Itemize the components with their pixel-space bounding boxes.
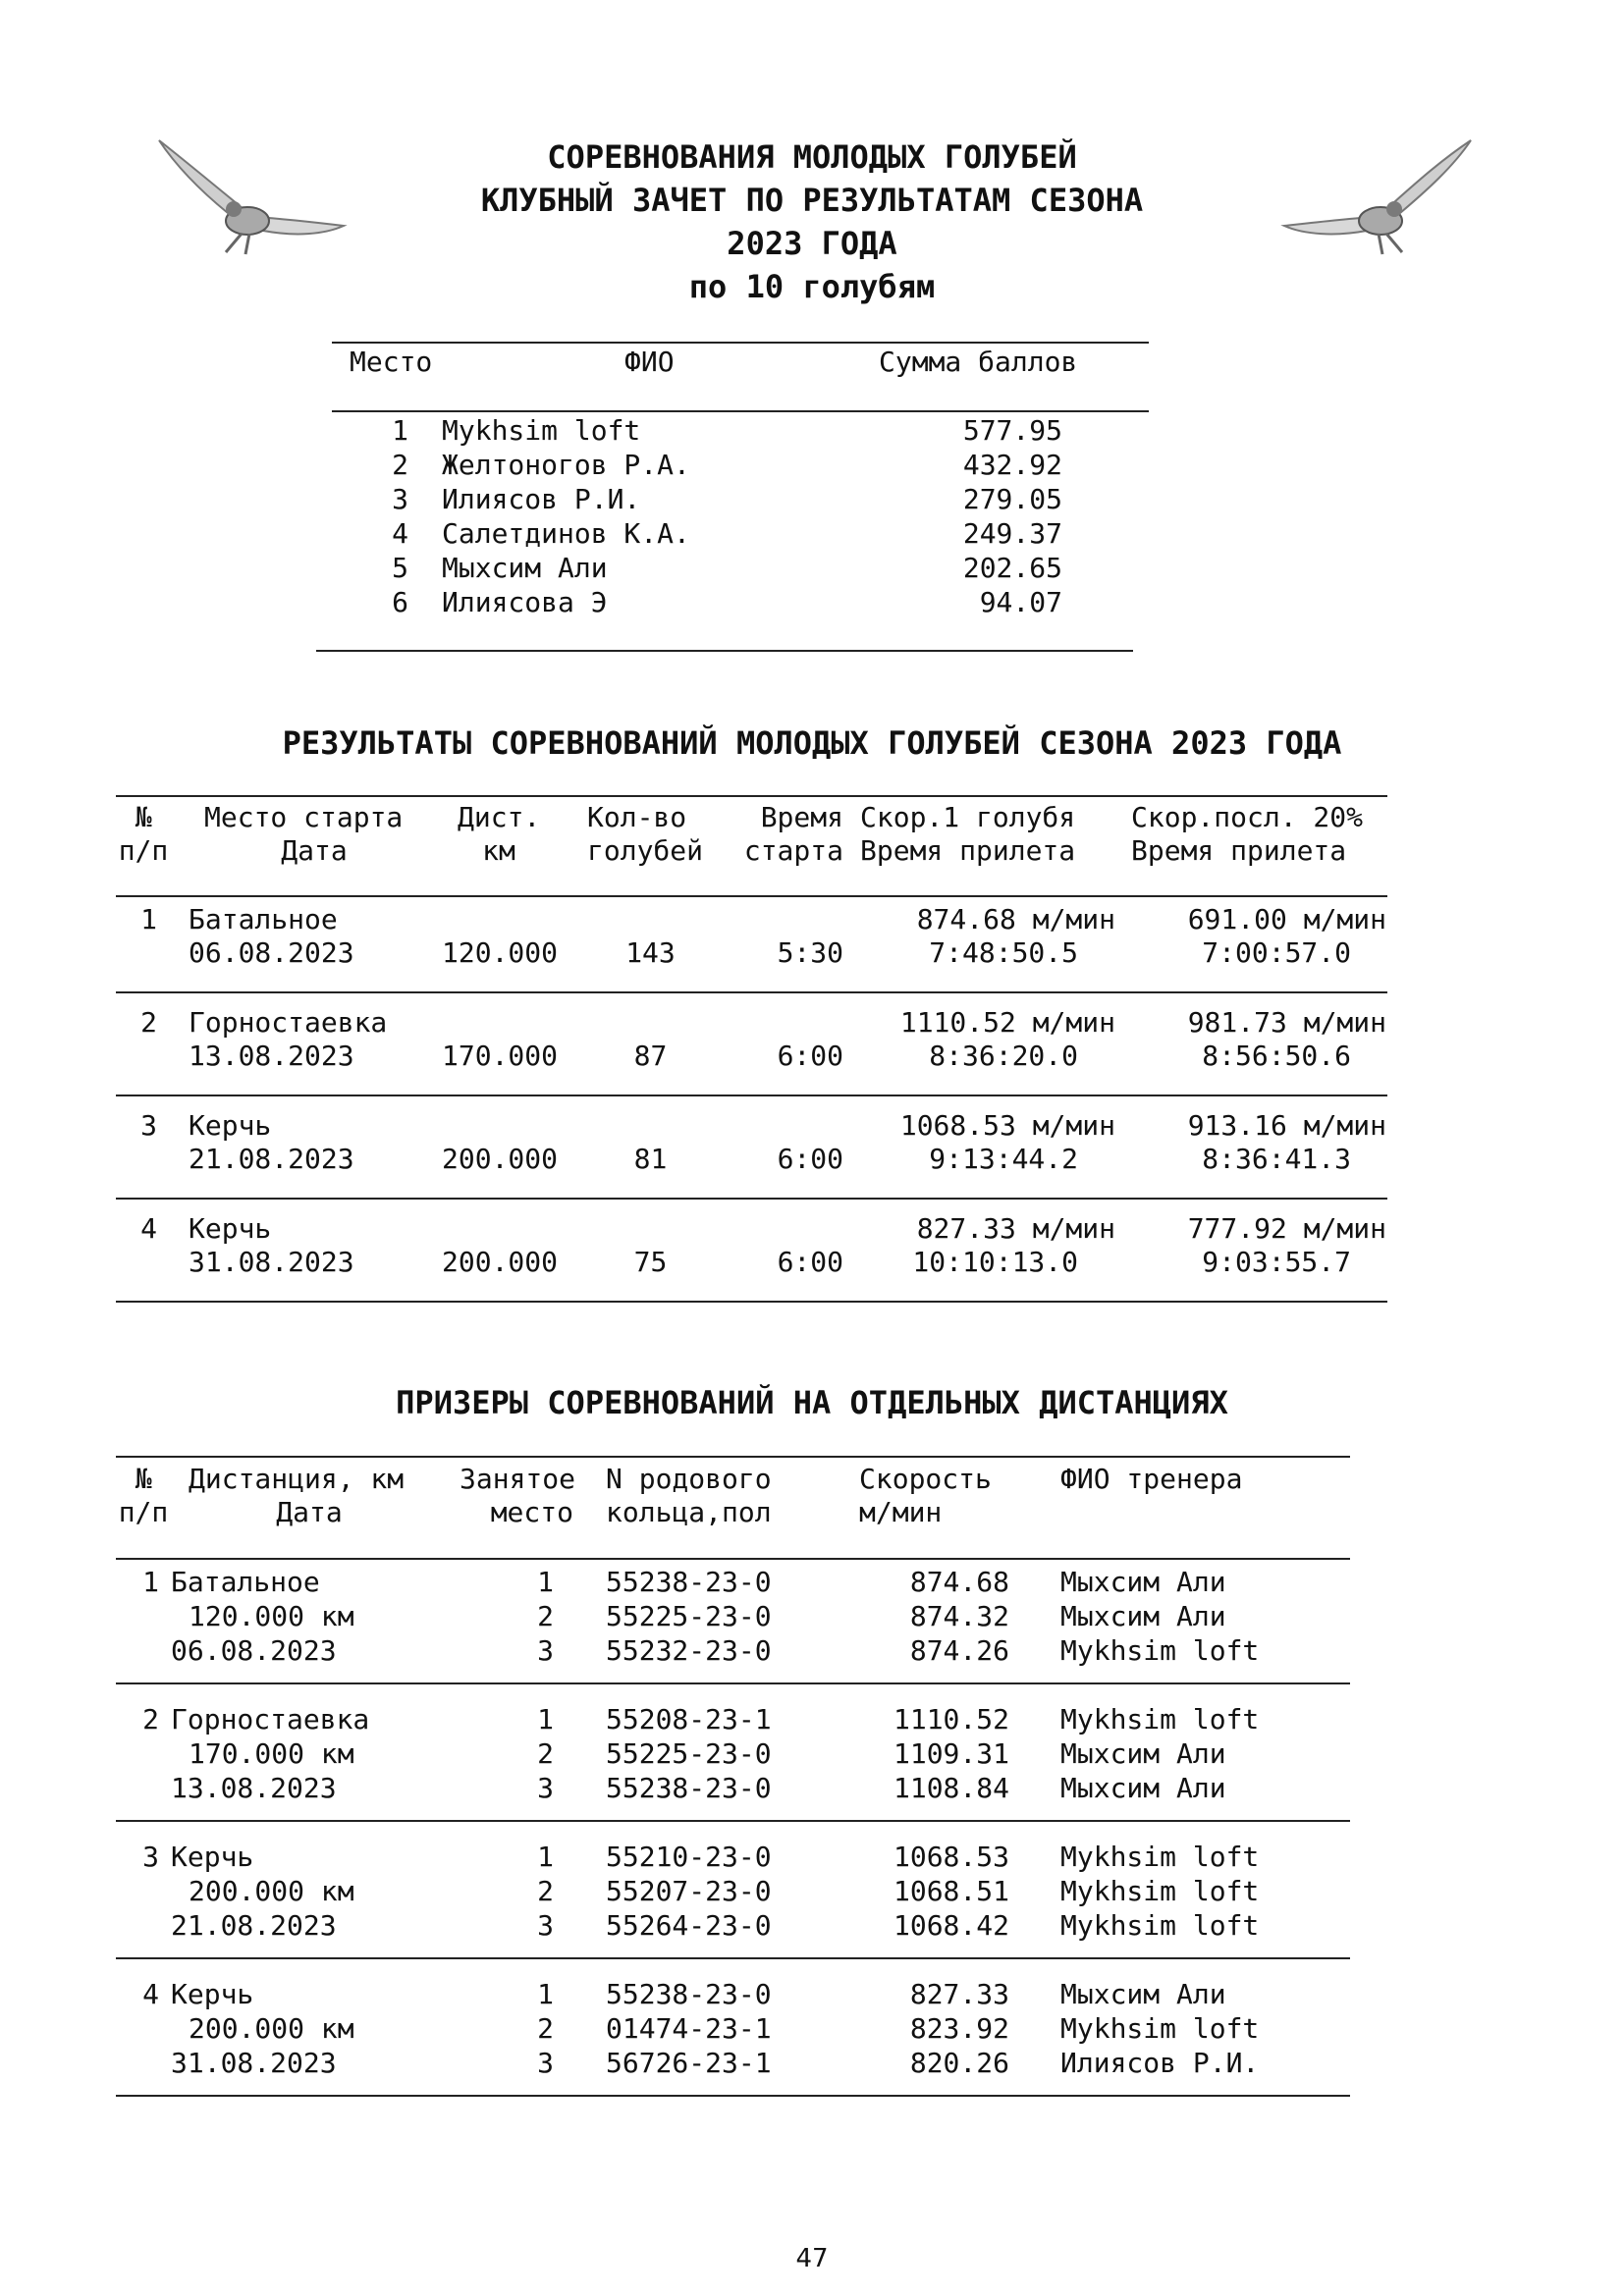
results-row-first-speed: 827.33 м/мин bbox=[916, 1212, 1115, 1245]
results-row-place: Батальное bbox=[189, 903, 338, 935]
prizes-group-station: Керчь bbox=[171, 1978, 254, 2010]
results-row-date: 21.08.2023 bbox=[189, 1143, 354, 1175]
prizes-rule-top bbox=[116, 1456, 1350, 1458]
results-row-place: Керчь bbox=[189, 1109, 272, 1142]
prizes-entry-speed: 820.26 bbox=[909, 2047, 1009, 2079]
results-header-dist: Дист. bbox=[458, 801, 541, 833]
prizes-entry-ring: 55264-23-0 bbox=[606, 1909, 772, 1942]
prizes-entry-ring: 55207-23-0 bbox=[606, 1875, 772, 1907]
prizes-group-date: 21.08.2023 bbox=[171, 1909, 337, 1942]
prizes-header-dist: Дистанция, км bbox=[189, 1463, 405, 1495]
club-table-rule-header bbox=[332, 410, 1149, 412]
club-row-place: 3 bbox=[392, 483, 408, 515]
prizes-entry-place: 3 bbox=[537, 2047, 554, 2079]
prizes-entry-speed: 1110.52 bbox=[893, 1703, 1009, 1735]
results-row-start: 6:00 bbox=[777, 1040, 843, 1072]
results-row-last-speed: 777.92 м/мин bbox=[1187, 1212, 1386, 1245]
results-header-first: Время прилета bbox=[860, 834, 1076, 867]
results-row-count: 81 bbox=[633, 1143, 668, 1175]
results-row-dist: 200.000 bbox=[442, 1143, 559, 1175]
page-number: 47 bbox=[795, 2244, 829, 2273]
club-row-name: Мыхсим Али bbox=[442, 552, 608, 584]
prizes-entry-ring: 56726-23-1 bbox=[606, 2047, 772, 2079]
results-row-num: 3 bbox=[140, 1109, 157, 1142]
results-row-start: 6:00 bbox=[777, 1143, 843, 1175]
results-row-place: Горностаевка bbox=[189, 1006, 388, 1039]
prizes-group-num: 3 bbox=[142, 1841, 159, 1873]
header-title-line-1: СОРЕВНОВАНИЯ МОЛОДЫХ ГОЛУБЕЙ bbox=[547, 138, 1077, 176]
club-table-rule-bottom bbox=[316, 650, 1133, 652]
prizes-entry-ring: 55238-23-0 bbox=[606, 1566, 772, 1598]
results-row-first-speed: 1068.53 м/мин bbox=[899, 1109, 1115, 1142]
club-header-place: Место bbox=[350, 346, 433, 378]
prizes-entry-speed: 1108.84 bbox=[893, 1772, 1009, 1804]
club-row-score: 279.05 bbox=[962, 483, 1062, 515]
prizes-group-station: Горностаевка bbox=[171, 1703, 370, 1735]
prizes-entry-place: 3 bbox=[537, 1634, 554, 1667]
results-row-start: 6:00 bbox=[777, 1246, 843, 1278]
prizes-entry-trainer: Mykhsim loft bbox=[1060, 2012, 1260, 2045]
results-row-dist: 120.000 bbox=[442, 936, 559, 969]
prizes-title: ПРИЗЕРЫ СОРЕВНОВАНИЙ НА ОТДЕЛЬНЫХ ДИСТАНЦИЯХ bbox=[396, 1384, 1228, 1421]
results-row-separator bbox=[116, 1198, 1387, 1200]
results-row-separator bbox=[116, 1301, 1387, 1303]
results-rule-header bbox=[116, 895, 1387, 897]
results-row-first-time: 9:13:44.2 bbox=[929, 1143, 1078, 1175]
club-row-name: Илиясов Р.И. bbox=[442, 483, 641, 515]
results-header-start: Дата bbox=[281, 834, 348, 867]
prizes-entry-trainer: Mykhsim loft bbox=[1060, 1841, 1260, 1873]
results-header-count: голубей bbox=[587, 834, 704, 867]
results-header-last: Время прилета bbox=[1131, 834, 1347, 867]
results-rule-top bbox=[116, 795, 1387, 797]
prizes-header-speed: Скорость bbox=[859, 1463, 992, 1495]
results-row-count: 87 bbox=[633, 1040, 668, 1072]
prizes-entry-ring: 55208-23-1 bbox=[606, 1703, 772, 1735]
results-row-last-speed: 981.73 м/мин bbox=[1187, 1006, 1386, 1039]
prizes-entry-place: 1 bbox=[537, 1566, 554, 1598]
prizes-header-num: № bbox=[135, 1463, 152, 1495]
results-row-first-speed: 1110.52 м/мин bbox=[899, 1006, 1115, 1039]
prizes-entry-speed: 1109.31 bbox=[893, 1737, 1009, 1770]
club-row-score: 249.37 bbox=[962, 517, 1062, 550]
prizes-group-distance: 200.000 км bbox=[189, 2012, 354, 2045]
prizes-entry-trainer: Mykhsim loft bbox=[1060, 1703, 1260, 1735]
results-row-last-time: 8:36:41.3 bbox=[1202, 1143, 1351, 1175]
results-row-last-time: 8:56:50.6 bbox=[1202, 1040, 1351, 1072]
prizes-header-place: место bbox=[490, 1496, 573, 1528]
prizes-entry-speed: 874.68 bbox=[909, 1566, 1009, 1598]
prizes-group-separator bbox=[116, 1820, 1350, 1822]
prizes-header-num: п/п bbox=[118, 1496, 169, 1528]
prizes-entry-place: 3 bbox=[537, 1772, 554, 1804]
prizes-entry-place: 2 bbox=[537, 1737, 554, 1770]
club-row-place: 4 bbox=[392, 517, 408, 550]
prizes-header-ring: N родового bbox=[606, 1463, 772, 1495]
results-row-date: 31.08.2023 bbox=[189, 1246, 354, 1278]
results-header-num: № bbox=[135, 801, 152, 833]
club-row-place: 1 bbox=[392, 414, 408, 447]
prizes-entry-place: 1 bbox=[537, 1841, 554, 1873]
header-title-line-4: по 10 голубям bbox=[688, 268, 936, 305]
club-header-score: Сумма баллов bbox=[879, 346, 1078, 378]
club-row-place: 2 bbox=[392, 449, 408, 481]
club-row-name: Илиясова Э bbox=[442, 586, 608, 618]
prizes-header-speed: м/мин bbox=[859, 1496, 943, 1528]
results-row-count: 75 bbox=[633, 1246, 668, 1278]
prizes-header-trainer: ФИО тренера bbox=[1060, 1463, 1243, 1495]
results-row-date: 13.08.2023 bbox=[189, 1040, 354, 1072]
results-row-last-speed: 913.16 м/мин bbox=[1187, 1109, 1386, 1142]
club-header-name: ФИО bbox=[624, 346, 675, 378]
prizes-entry-trainer: Мыхсим Али bbox=[1060, 1737, 1226, 1770]
prizes-entry-ring: 55232-23-0 bbox=[606, 1634, 772, 1667]
results-header-num: п/п bbox=[118, 834, 169, 867]
prizes-entry-speed: 1068.53 bbox=[893, 1841, 1009, 1873]
results-row-last-speed: 691.00 м/мин bbox=[1187, 903, 1386, 935]
results-row-separator bbox=[116, 991, 1387, 993]
prizes-entry-speed: 874.26 bbox=[909, 1634, 1009, 1667]
prizes-entry-ring: 55225-23-0 bbox=[606, 1737, 772, 1770]
club-row-name: Желтоногов Р.А. bbox=[442, 449, 690, 481]
results-row-first-time: 10:10:13.0 bbox=[912, 1246, 1078, 1278]
prizes-group-separator bbox=[116, 1957, 1350, 1959]
prizes-entry-speed: 823.92 bbox=[909, 2012, 1009, 2045]
results-row-first-time: 7:48:50.5 bbox=[929, 936, 1078, 969]
prizes-entry-place: 2 bbox=[537, 1875, 554, 1907]
results-row-start: 5:30 bbox=[777, 936, 843, 969]
prizes-group-separator bbox=[116, 2095, 1350, 2097]
prizes-group-num: 1 bbox=[142, 1566, 159, 1598]
prizes-entry-trainer: Mykhsim loft bbox=[1060, 1875, 1260, 1907]
club-row-place: 5 bbox=[392, 552, 408, 584]
prizes-group-station: Керчь bbox=[171, 1841, 254, 1873]
prizes-group-separator bbox=[116, 1682, 1350, 1684]
prizes-group-distance: 170.000 км bbox=[189, 1737, 354, 1770]
prizes-entry-trainer: Mykhsim loft bbox=[1060, 1634, 1260, 1667]
header-title-line-3: 2023 ГОДА bbox=[727, 225, 897, 262]
prizes-entry-ring: 01474-23-1 bbox=[606, 2012, 772, 2045]
results-title: РЕЗУЛЬТАТЫ СОРЕВНОВАНИЙ МОЛОДЫХ ГОЛУБЕЙ СЕЗОНА 2023 ГОДА bbox=[282, 724, 1342, 762]
prizes-entry-trainer: Mykhsim loft bbox=[1060, 1909, 1260, 1942]
prizes-entry-trainer: Мыхсим Али bbox=[1060, 1772, 1226, 1804]
prizes-group-num: 4 bbox=[142, 1978, 159, 2010]
prizes-entry-ring: 55238-23-0 bbox=[606, 1978, 772, 2010]
club-table-rule-top bbox=[332, 342, 1149, 344]
prizes-group-date: 31.08.2023 bbox=[171, 2047, 337, 2079]
prizes-entry-trainer: Мыхсим Али bbox=[1060, 1600, 1226, 1632]
prizes-group-date: 13.08.2023 bbox=[171, 1772, 337, 1804]
prizes-entry-ring: 55225-23-0 bbox=[606, 1600, 772, 1632]
results-row-dist: 200.000 bbox=[442, 1246, 559, 1278]
page-header bbox=[0, 135, 1624, 308]
results-header-time: старта bbox=[743, 834, 843, 867]
prizes-entry-place: 1 bbox=[537, 1978, 554, 2010]
results-row-count: 143 bbox=[625, 936, 676, 969]
prizes-entry-ring: 55238-23-0 bbox=[606, 1772, 772, 1804]
club-row-name: Mykhsim loft bbox=[442, 414, 641, 447]
results-row-num: 4 bbox=[140, 1212, 157, 1245]
prizes-group-station: Батальное bbox=[171, 1566, 320, 1598]
results-header-dist: км bbox=[482, 834, 515, 867]
results-header-first: Скор.1 голубя bbox=[860, 801, 1076, 833]
prizes-header-dist: Дата bbox=[276, 1496, 343, 1528]
club-row-score: 577.95 bbox=[962, 414, 1062, 447]
club-row-name: Салетдинов К.А. bbox=[442, 517, 690, 550]
prizes-entry-ring: 55210-23-0 bbox=[606, 1841, 772, 1873]
club-row-score: 202.65 bbox=[962, 552, 1062, 584]
prizes-rule-header bbox=[116, 1558, 1350, 1560]
results-row-place: Керчь bbox=[189, 1212, 272, 1245]
results-row-last-time: 7:00:57.0 bbox=[1202, 936, 1351, 969]
club-row-place: 6 bbox=[392, 586, 408, 618]
prizes-entry-trainer: Илиясов Р.И. bbox=[1060, 2047, 1260, 2079]
prizes-entry-place: 2 bbox=[537, 1600, 554, 1632]
results-row-date: 06.08.2023 bbox=[189, 936, 354, 969]
prizes-entry-trainer: Мыхсим Али bbox=[1060, 1978, 1226, 2010]
club-row-score: 432.92 bbox=[962, 449, 1062, 481]
prizes-group-distance: 200.000 км bbox=[189, 1875, 354, 1907]
prizes-entry-speed: 874.32 bbox=[909, 1600, 1009, 1632]
results-row-dist: 170.000 bbox=[442, 1040, 559, 1072]
results-row-num: 2 bbox=[140, 1006, 157, 1039]
results-header-last: Скор.посл. 20% bbox=[1131, 801, 1364, 833]
results-row-separator bbox=[116, 1095, 1387, 1096]
prizes-header-place: Занятое bbox=[460, 1463, 576, 1495]
prizes-entry-place: 1 bbox=[537, 1703, 554, 1735]
prizes-entry-speed: 827.33 bbox=[909, 1978, 1009, 2010]
results-row-last-time: 9:03:55.7 bbox=[1202, 1246, 1351, 1278]
results-header-start: Место старта bbox=[204, 801, 404, 833]
prizes-entry-place: 3 bbox=[537, 1909, 554, 1942]
prizes-group-distance: 120.000 км bbox=[189, 1600, 354, 1632]
results-header-time: Время bbox=[760, 801, 843, 833]
results-row-first-speed: 874.68 м/мин bbox=[916, 903, 1115, 935]
prizes-group-date: 06.08.2023 bbox=[171, 1634, 337, 1667]
prizes-entry-speed: 1068.51 bbox=[893, 1875, 1009, 1907]
prizes-entry-trainer: Мыхсим Али bbox=[1060, 1566, 1226, 1598]
results-header-count: Кол-во bbox=[587, 801, 687, 833]
prizes-group-num: 2 bbox=[142, 1703, 159, 1735]
prizes-entry-speed: 1068.42 bbox=[893, 1909, 1009, 1942]
prizes-header-ring: кольца,пол bbox=[606, 1496, 772, 1528]
header-title-line-2: КЛУБНЫЙ ЗАЧЕТ ПО РЕЗУЛЬТАТАМ СЕЗОНА bbox=[480, 182, 1144, 219]
results-row-first-time: 8:36:20.0 bbox=[929, 1040, 1078, 1072]
prizes-entry-place: 2 bbox=[537, 2012, 554, 2045]
club-row-score: 94.07 bbox=[979, 586, 1062, 618]
results-row-num: 1 bbox=[140, 903, 157, 935]
